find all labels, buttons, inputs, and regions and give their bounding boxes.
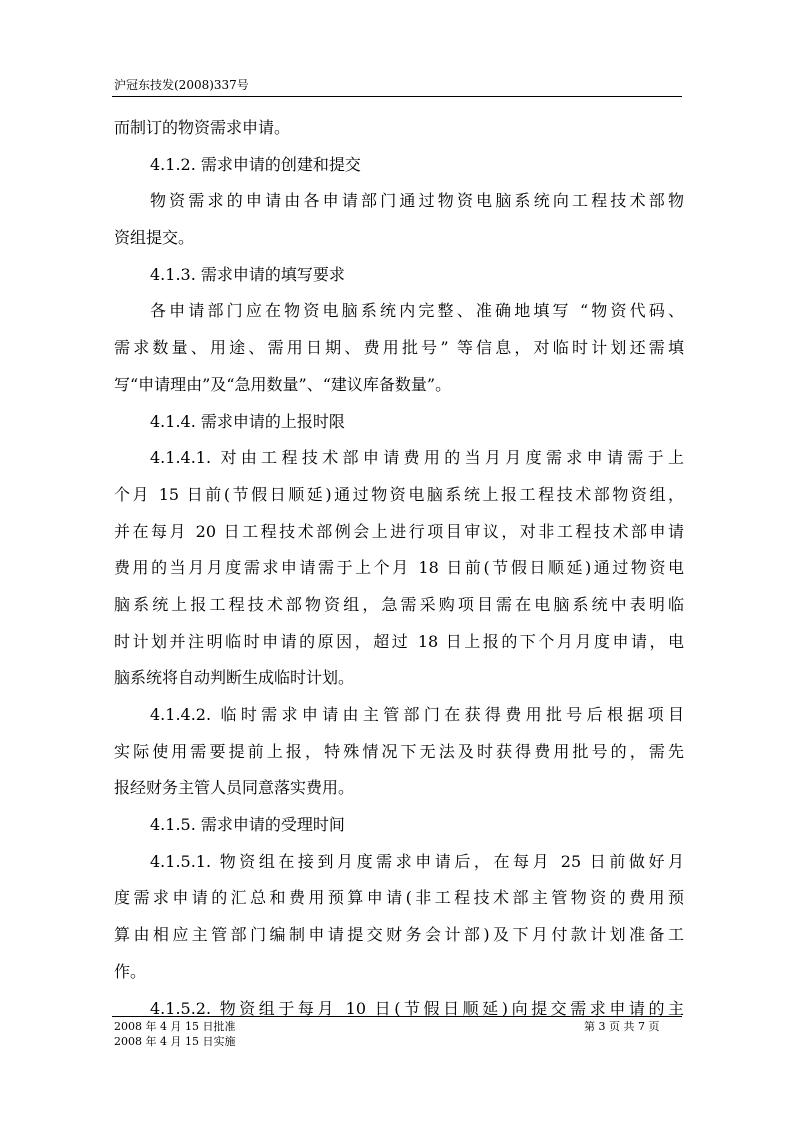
paragraph-line: 并在每月 20 日工程技术部例会上进行项目审议，对非工程技术部申请 bbox=[114, 521, 684, 541]
paragraph-line: 而制订的物资需求申请。 bbox=[114, 118, 291, 137]
section-heading-4-1-3: 4.1.3. 需求申请的填写要求 bbox=[150, 264, 345, 284]
footer-approved-date: 2008 年 4 月 15 日批准 bbox=[114, 1020, 236, 1033]
paragraph-line: 算由相应主管部门编制申请提交财务会计部)及下月付款计划准备工 bbox=[114, 925, 684, 945]
footer-rule bbox=[112, 1016, 682, 1017]
section-heading-4-1-4: 4.1.4. 需求申请的上报时限 bbox=[150, 411, 345, 431]
paragraph-line: 实际使用需要提前上报，特殊情况下无法及时获得费用批号的，需先 bbox=[114, 741, 684, 761]
paragraph-line: 作。 bbox=[114, 961, 147, 981]
paragraph-line: 脑系统将自动判断生成临时计划。 bbox=[114, 668, 355, 688]
header-doc-number: 沪冠东技发(2008)337号 bbox=[114, 78, 249, 92]
paragraph-line: 4.1.5.1. 物资组在接到月度需求申请后，在每月 25 日前做好月 bbox=[150, 851, 684, 871]
footer-dates bbox=[114, 1019, 235, 1049]
paragraph-line: 4.1.4.2. 临时需求申请由主管部门在获得费用批号后根据项目 bbox=[150, 705, 684, 724]
paragraph-line: 报经财务主管人员同意落实费用。 bbox=[114, 778, 355, 798]
paragraph-line: 费用的当月月度需求申请需于上个月 18 日前(节假日顺延)通过物资电 bbox=[114, 558, 684, 578]
paragraph-line: 4.1.5.2. 物资组于每月 10 日(节假日顺延)向提交需求申请的主 bbox=[150, 998, 684, 1018]
paragraph-line: 各申请部门应在物资电脑系统内完整、准确地填写 “物资代码、 bbox=[150, 301, 684, 321]
paragraph-line: 写“申请理由”及“急用数量”、“建议库备数量”。 bbox=[114, 374, 452, 394]
footer-effective-date: 2008 年 4 月 15 日实施 bbox=[114, 1035, 236, 1048]
paragraph-line: 脑系统上报工程技术部物资组，急需采购项目需在电脑系统中表明临 bbox=[114, 594, 684, 614]
paragraph-line: 4.1.4.1. 对由工程技术部申请费用的当月月度需求申请需于上 bbox=[150, 448, 684, 468]
header-rule bbox=[112, 96, 682, 97]
paragraph-line: 时计划并注明临时申请的原因，超过 18 日上报的下个月月度申请，电 bbox=[114, 631, 684, 651]
paragraph-line: 需求数量、用途、需用日期、费用批号” 等信息，对临时计划还需填 bbox=[114, 338, 684, 358]
section-heading-4-1-5: 4.1.5. 需求申请的受理时间 bbox=[150, 815, 345, 835]
body-text bbox=[114, 110, 684, 1027]
paragraph-line: 度需求申请的汇总和费用预算申请(非工程技术部主管物资的费用预 bbox=[114, 888, 684, 908]
section-heading-4-1-2: 4.1.2. 需求申请的创建和提交 bbox=[150, 154, 361, 174]
paragraph-line: 个月 15 日前(节假日顺延)通过物资电脑系统上报工程技术部物资组， bbox=[114, 484, 684, 504]
paragraph-line: 资组提交。 bbox=[114, 228, 195, 248]
paragraph-line: 物资需求的申请由各申请部门通过物资电脑系统向工程技术部物 bbox=[150, 191, 684, 211]
footer-page-number: 第 3 页 共 7 页 bbox=[584, 1020, 660, 1033]
